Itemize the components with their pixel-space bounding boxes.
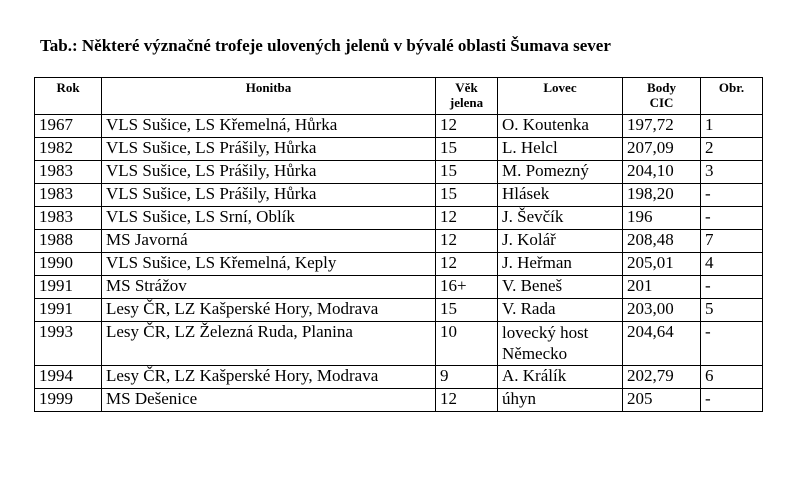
header-body-line2: CIC bbox=[649, 95, 674, 110]
cell-lovec: J. Kolář bbox=[498, 230, 623, 253]
cell-honitba: VLS Sušice, LS Prášily, Hůrka bbox=[102, 138, 436, 161]
trophies-table bbox=[34, 77, 763, 412]
cell-vek: 15 bbox=[436, 299, 498, 322]
cell-honitba: Lesy ČR, LZ Kašperské Hory, Modrava bbox=[102, 366, 436, 389]
cell-lovec: lovecký host Německo bbox=[498, 322, 623, 366]
cell-body: 207,09 bbox=[623, 138, 701, 161]
cell-lovec: O. Koutenka bbox=[498, 115, 623, 138]
cell-rok: 1983 bbox=[35, 161, 102, 184]
cell-honitba: VLS Sušice, LS Křemelná, Hůrka bbox=[102, 115, 436, 138]
cell-obr: - bbox=[701, 322, 763, 366]
header-body-line1: Body bbox=[647, 80, 676, 95]
header-lovec: Lovec bbox=[498, 78, 623, 115]
cell-lovec: J. Ševčík bbox=[498, 207, 623, 230]
cell-lovec: úhyn bbox=[498, 389, 623, 412]
cell-obr: 4 bbox=[701, 253, 763, 276]
table-row bbox=[35, 161, 763, 184]
cell-body: 208,48 bbox=[623, 230, 701, 253]
cell-obr: 5 bbox=[701, 299, 763, 322]
cell-vek: 12 bbox=[436, 389, 498, 412]
cell-vek: 12 bbox=[436, 115, 498, 138]
table-row bbox=[35, 184, 763, 207]
cell-rok: 1982 bbox=[35, 138, 102, 161]
cell-rok: 1991 bbox=[35, 299, 102, 322]
cell-rok: 1999 bbox=[35, 389, 102, 412]
header-rok: Rok bbox=[35, 78, 102, 115]
table-row bbox=[35, 389, 763, 412]
cell-obr: 6 bbox=[701, 366, 763, 389]
cell-obr: - bbox=[701, 389, 763, 412]
table-row bbox=[35, 322, 763, 366]
cell-honitba: MS Dešenice bbox=[102, 389, 436, 412]
cell-honitba: MS Strážov bbox=[102, 276, 436, 299]
cell-obr: - bbox=[701, 184, 763, 207]
cell-rok: 1990 bbox=[35, 253, 102, 276]
cell-honitba: Lesy ČR, LZ Železná Ruda, Planina bbox=[102, 322, 436, 366]
header-honitba: Honitba bbox=[102, 78, 436, 115]
table-row bbox=[35, 207, 763, 230]
cell-body: 204,10 bbox=[623, 161, 701, 184]
cell-lovec: M. Pomezný bbox=[498, 161, 623, 184]
cell-body: 201 bbox=[623, 276, 701, 299]
cell-body: 203,00 bbox=[623, 299, 701, 322]
cell-vek: 12 bbox=[436, 230, 498, 253]
cell-honitba: VLS Sušice, LS Křemelná, Keply bbox=[102, 253, 436, 276]
cell-obr: 7 bbox=[701, 230, 763, 253]
table-row bbox=[35, 138, 763, 161]
cell-vek: 15 bbox=[436, 184, 498, 207]
cell-vek: 10 bbox=[436, 322, 498, 366]
table-row bbox=[35, 115, 763, 138]
cell-rok: 1983 bbox=[35, 184, 102, 207]
cell-lovec: V. Rada bbox=[498, 299, 623, 322]
cell-vek: 9 bbox=[436, 366, 498, 389]
cell-honitba: VLS Sušice, LS Srní, Oblík bbox=[102, 207, 436, 230]
cell-lovec: J. Heřman bbox=[498, 253, 623, 276]
cell-lovec: Hlásek bbox=[498, 184, 623, 207]
table-row bbox=[35, 276, 763, 299]
table-row bbox=[35, 253, 763, 276]
header-body bbox=[623, 78, 701, 115]
cell-rok: 1993 bbox=[35, 322, 102, 366]
header-obr: Obr. bbox=[701, 78, 763, 115]
cell-body: 204,64 bbox=[623, 322, 701, 366]
cell-honitba: Lesy ČR, LZ Kašperské Hory, Modrava bbox=[102, 299, 436, 322]
header-vek-line2: jelena bbox=[449, 95, 484, 110]
cell-obr: - bbox=[701, 276, 763, 299]
header-vek-line1: Věk bbox=[455, 80, 478, 95]
cell-body: 196 bbox=[623, 207, 701, 230]
cell-obr: 3 bbox=[701, 161, 763, 184]
cell-vek: 16+ bbox=[436, 276, 498, 299]
cell-honitba: VLS Sušice, LS Prášily, Hůrka bbox=[102, 184, 436, 207]
cell-rok: 1983 bbox=[35, 207, 102, 230]
cell-lovec: A. Králík bbox=[498, 366, 623, 389]
cell-rok: 1994 bbox=[35, 366, 102, 389]
cell-body: 205 bbox=[623, 389, 701, 412]
table-header-row bbox=[35, 78, 763, 115]
table-row bbox=[35, 230, 763, 253]
cell-rok: 1991 bbox=[35, 276, 102, 299]
cell-body: 198,20 bbox=[623, 184, 701, 207]
cell-body: 197,72 bbox=[623, 115, 701, 138]
cell-body: 205,01 bbox=[623, 253, 701, 276]
table-row bbox=[35, 366, 763, 389]
cell-vek: 15 bbox=[436, 161, 498, 184]
cell-honitba: VLS Sušice, LS Prášily, Hůrka bbox=[102, 161, 436, 184]
cell-lovec: V. Beneš bbox=[498, 276, 623, 299]
cell-vek: 12 bbox=[436, 207, 498, 230]
cell-rok: 1967 bbox=[35, 115, 102, 138]
cell-body: 202,79 bbox=[623, 366, 701, 389]
cell-obr: - bbox=[701, 207, 763, 230]
cell-lovec: L. Helcl bbox=[498, 138, 623, 161]
header-vek bbox=[436, 78, 498, 115]
cell-obr: 1 bbox=[701, 115, 763, 138]
cell-rok: 1988 bbox=[35, 230, 102, 253]
table-caption: Tab.: Některé význačné trofeje ulovených jelenů v bývalé oblasti Šumava sever bbox=[40, 36, 611, 55]
cell-honitba: MS Javorná bbox=[102, 230, 436, 253]
cell-vek: 12 bbox=[436, 253, 498, 276]
cell-obr: 2 bbox=[701, 138, 763, 161]
cell-vek: 15 bbox=[436, 138, 498, 161]
table-row bbox=[35, 299, 763, 322]
